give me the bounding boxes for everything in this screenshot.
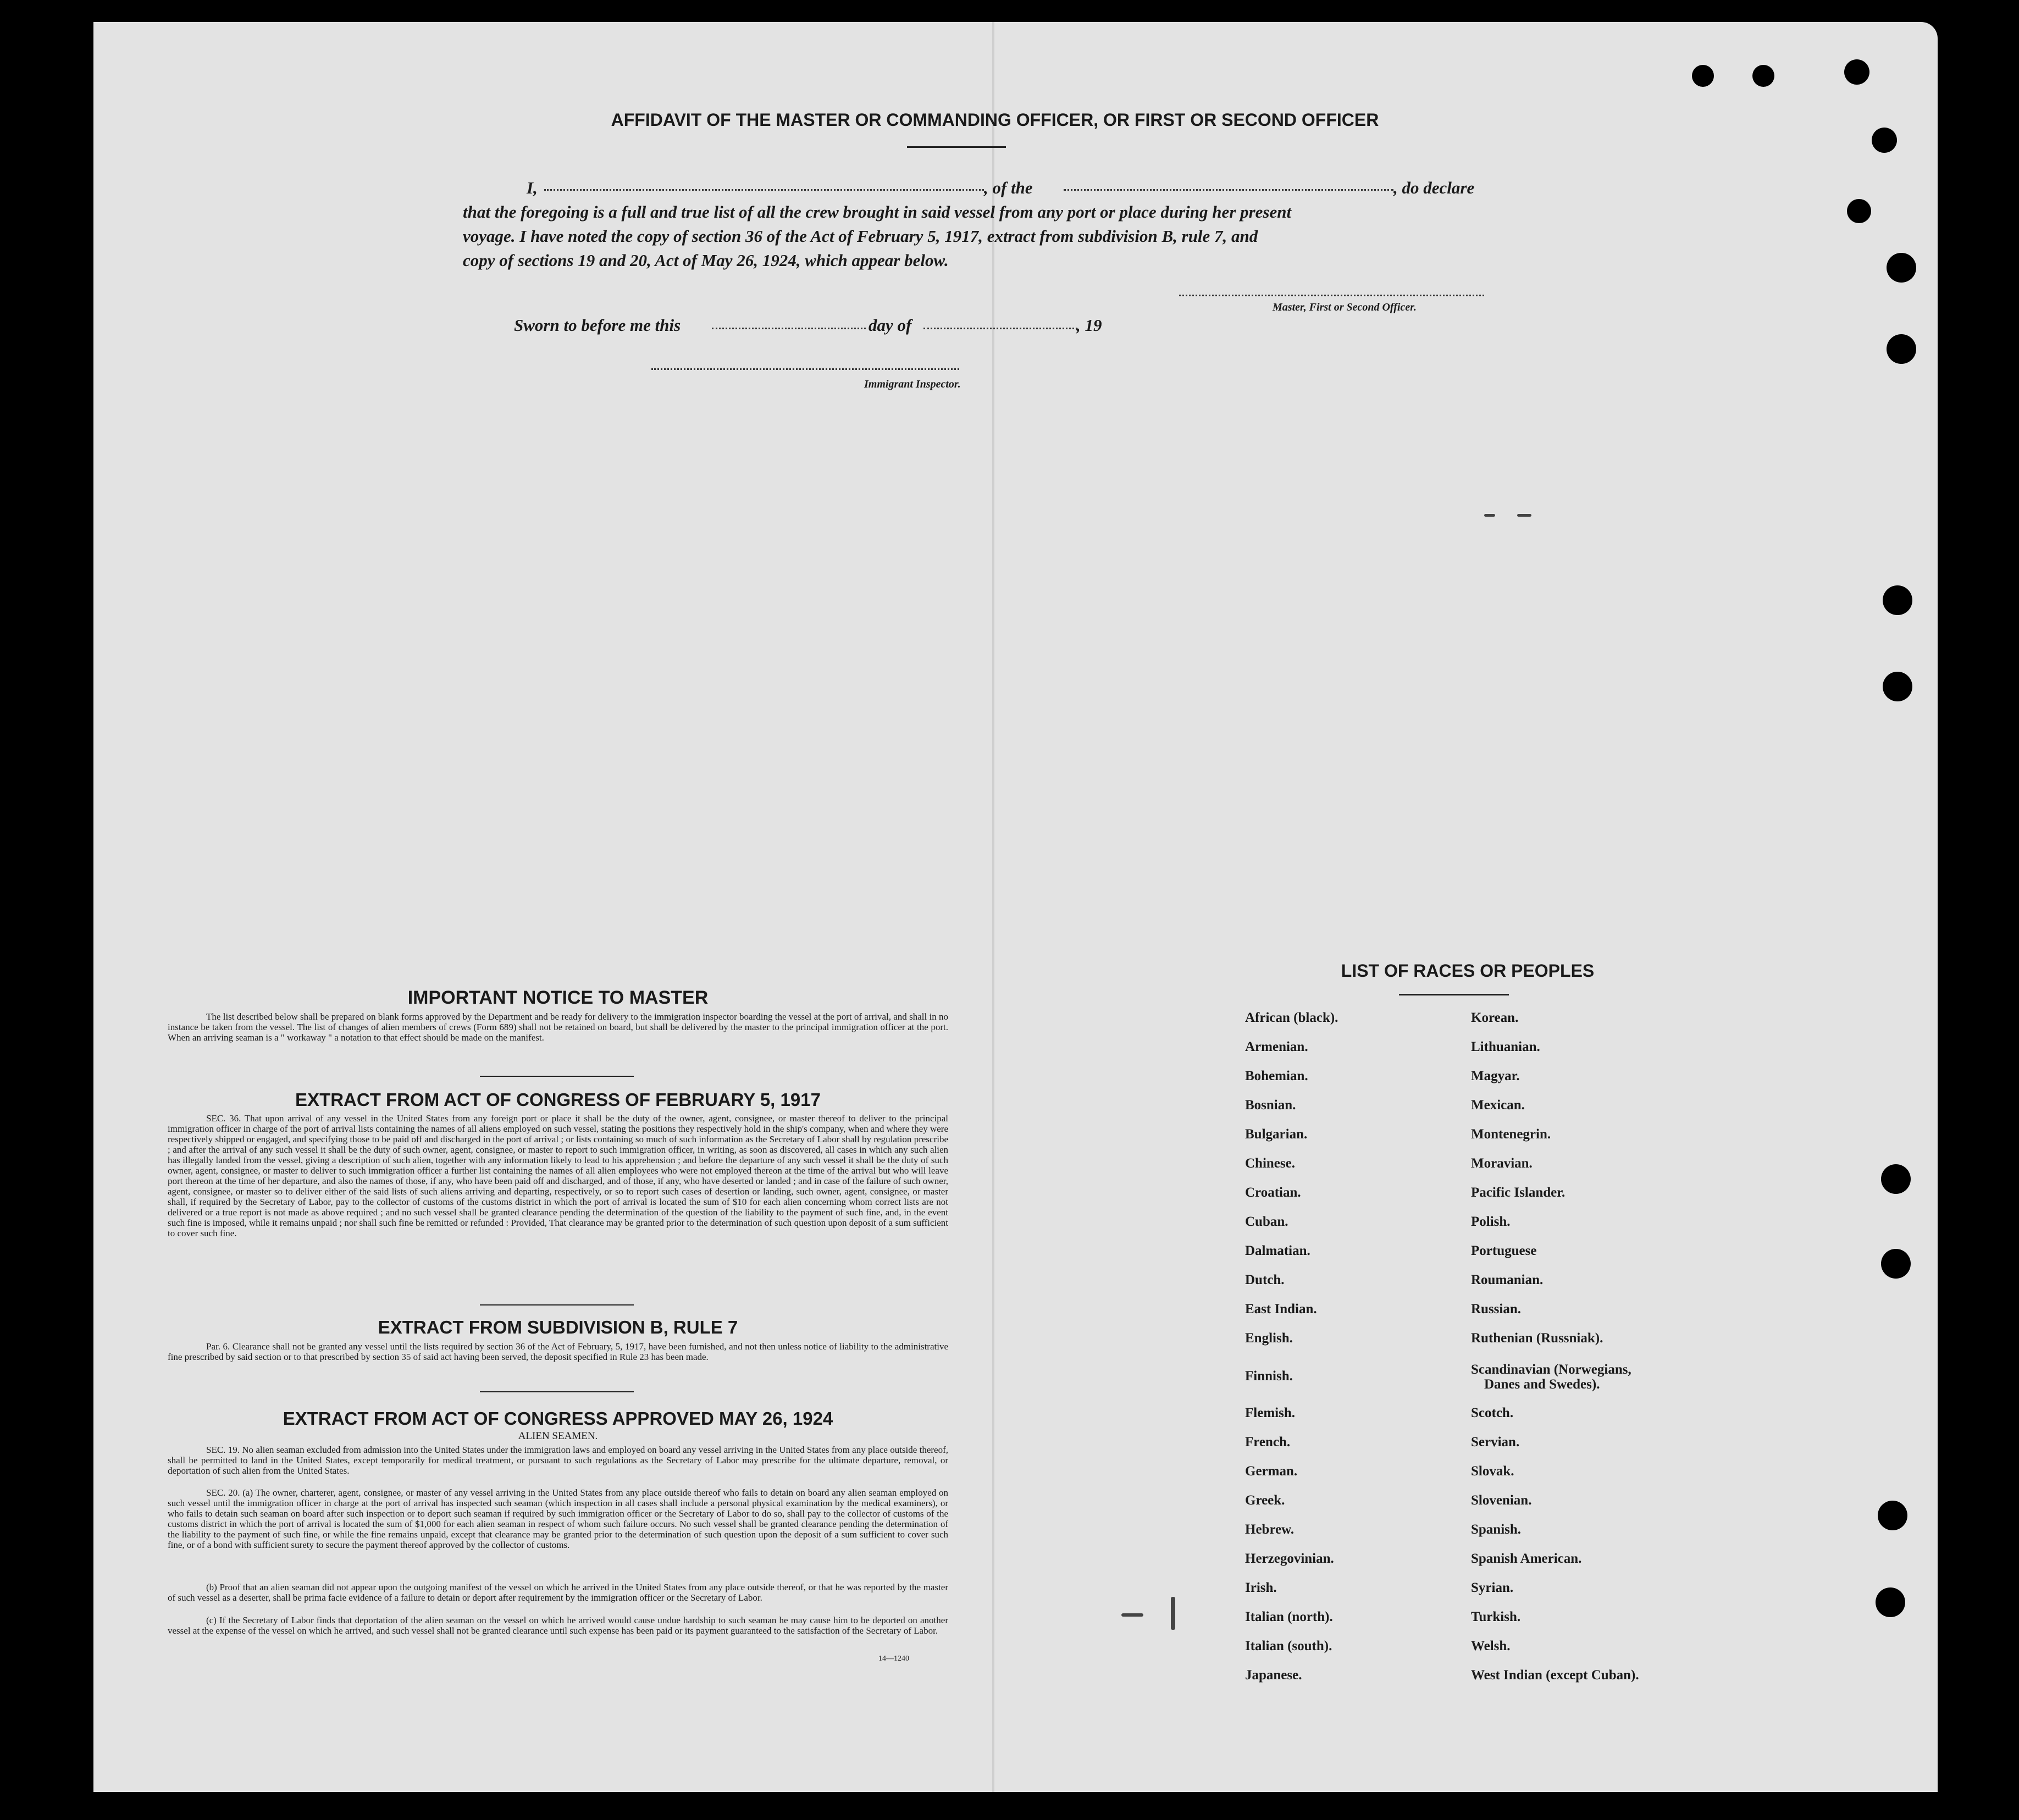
punch-hole-icon bbox=[1847, 199, 1871, 223]
punch-hole-icon bbox=[1752, 65, 1774, 87]
ink-smudge bbox=[1121, 1613, 1143, 1617]
race-item: Russian. bbox=[1471, 1302, 1522, 1316]
race-item: Japanese. bbox=[1245, 1668, 1302, 1683]
extract-1924-sec19: SEC. 19. No alien seaman excluded from admission into the United States under the immigration laws and employed on board any vessel arriving in the United States from any place outside thereof, shall be permitted to land in the United States, except temporarily for medical treatment, or pursuant to such regulations as the Secretary of Labor may prescribe for the ultimate departure, removal, or deportation of such alien from the United States. bbox=[168, 1445, 948, 1476]
punch-hole-icon bbox=[1883, 585, 1912, 615]
race-item: West Indian (except Cuban). bbox=[1471, 1668, 1639, 1683]
race-item: Lithuanian. bbox=[1471, 1039, 1540, 1054]
race-item: Armenian. bbox=[1245, 1039, 1308, 1054]
race-item: Bohemian. bbox=[1245, 1069, 1308, 1083]
race-item: African (black). bbox=[1245, 1010, 1338, 1025]
notice-title: IMPORTANT NOTICE TO MASTER bbox=[407, 987, 709, 1008]
race-item: Scandinavian (Norwegians, bbox=[1471, 1362, 1631, 1377]
race-item: Korean. bbox=[1471, 1010, 1519, 1025]
affidavit-of-the-label: , of the bbox=[984, 178, 1033, 197]
race-item: Flemish. bbox=[1245, 1406, 1295, 1420]
race-item: Slovenian. bbox=[1471, 1493, 1532, 1508]
punch-hole-icon bbox=[1872, 128, 1897, 153]
punch-hole-icon bbox=[1876, 1587, 1905, 1617]
race-item: Portuguese bbox=[1471, 1243, 1537, 1258]
ink-smudge bbox=[1171, 1597, 1175, 1630]
race-item: Montenegrin. bbox=[1471, 1127, 1551, 1142]
punch-hole-icon bbox=[1844, 59, 1869, 85]
race-item: Polish. bbox=[1471, 1214, 1511, 1229]
race-item: Danes and Swedes). bbox=[1484, 1377, 1600, 1392]
extract-1924-sec20b: (b) Proof that an alien seaman did not appear upon the outgoing manifest of the vessel on which he arrived in the United States from any place outside thereof, or that he was reported by the master of such vessel as a deserter, shall be prima facie evidence of a failure to detain or deport after requirement by the immigration officer or the Secretary of Labor. bbox=[168, 1582, 948, 1603]
inspector-caption: Immigrant Inspector. bbox=[864, 378, 961, 390]
notice-body: The list described below shall be prepared on blank forms approved by the Department and be ready for delivery to the immigration inspector boarding the vessel at the port of arrival, and shall in no instance be taken from the vessel. The list of changes of alien members of crews (Form 689) shall not be retained on board, but shall be delivered by the master to the principal immigration officer at the port. When an arriving seaman is a " workaway " a notation to that effect should be made on the manifest. bbox=[168, 1011, 948, 1043]
affidavit-declare-label: , do declare bbox=[1393, 178, 1475, 197]
extract-1924-sec20c: (c) If the Secretary of Labor finds that deportation of the alien seaman on the vessel on which he arrived would cause undue hardship to such seaman he may cause him to be deported on another vessel at the expense of the vessel on which he arrived, and such vessel shall not be granted clearance until such expense has been paid or its payment guaranteed to the satisfaction of the Secretary of Labor. bbox=[168, 1615, 948, 1636]
inspector-signature-field[interactable] bbox=[651, 368, 959, 370]
section-divider bbox=[480, 1304, 634, 1305]
affidavit-i-label: I, bbox=[527, 178, 538, 197]
race-item: Dutch. bbox=[1245, 1273, 1285, 1287]
sworn-day-field[interactable] bbox=[712, 328, 866, 329]
section-divider bbox=[480, 1076, 634, 1077]
section-divider bbox=[480, 1391, 634, 1392]
race-item: Roumanian. bbox=[1471, 1273, 1544, 1287]
extract-1917-title: EXTRACT FROM ACT OF CONGRESS OF FEBRUARY 5, 1917 bbox=[295, 1089, 821, 1110]
race-item: French. bbox=[1245, 1435, 1291, 1450]
race-item: Pacific Islander. bbox=[1471, 1185, 1566, 1200]
race-item: Croatian. bbox=[1245, 1185, 1301, 1200]
race-item: Bulgarian. bbox=[1245, 1127, 1308, 1142]
race-item: Moravian. bbox=[1471, 1156, 1533, 1171]
year-label: , 19 bbox=[1076, 316, 1102, 335]
race-item: Welsh. bbox=[1471, 1639, 1511, 1653]
race-item: Chinese. bbox=[1245, 1156, 1295, 1171]
race-item: Herzegovinian. bbox=[1245, 1551, 1334, 1566]
center-fold bbox=[992, 22, 994, 1792]
race-item: Servian. bbox=[1471, 1435, 1520, 1450]
extract-1924-subtitle: ALIEN SEAMEN. bbox=[518, 1430, 598, 1442]
race-item: Spanish American. bbox=[1471, 1551, 1582, 1566]
sworn-month-field[interactable] bbox=[923, 328, 1077, 329]
races-title-rule bbox=[1399, 994, 1509, 995]
master-caption: Master, First or Second Officer. bbox=[1273, 301, 1417, 313]
master-signature-field[interactable] bbox=[1179, 295, 1484, 296]
extract-rule7-title: EXTRACT FROM SUBDIVISION B, RULE 7 bbox=[378, 1317, 738, 1337]
affidavit-line-4: copy of sections 19 and 20, Act of May 26, 1924, which appear below. bbox=[463, 251, 949, 270]
race-item: Turkish. bbox=[1471, 1609, 1521, 1624]
race-item: German. bbox=[1245, 1464, 1298, 1479]
extract-1924-title: EXTRACT FROM ACT OF CONGRESS APPROVED MAY 26, 1924 bbox=[283, 1408, 833, 1429]
punch-hole-icon bbox=[1881, 1164, 1911, 1194]
ink-smudge bbox=[1484, 514, 1495, 517]
day-of-label: day of bbox=[869, 316, 912, 335]
race-item: Syrian. bbox=[1471, 1580, 1514, 1595]
affidavit-title: AFFIDAVIT OF THE MASTER OR COMMANDING OFFICER, OR FIRST OR SECOND OFFICER bbox=[611, 110, 1379, 130]
race-item: Irish. bbox=[1245, 1580, 1277, 1595]
affidavit-line-3: voyage. I have noted the copy of section 36 of the Act of February 5, 1917, extract from subdivision B, rule 7, and bbox=[463, 226, 1258, 246]
name-field[interactable] bbox=[544, 189, 984, 191]
punch-hole-icon bbox=[1887, 334, 1916, 364]
race-item: Hebrew. bbox=[1245, 1522, 1295, 1537]
punch-hole-icon bbox=[1692, 65, 1714, 87]
race-item: Bosnian. bbox=[1245, 1098, 1296, 1113]
sworn-label: Sworn to before me this bbox=[514, 316, 681, 335]
punch-hole-icon bbox=[1878, 1501, 1907, 1530]
race-item: Magyar. bbox=[1471, 1069, 1520, 1083]
race-item: Scotch. bbox=[1471, 1406, 1514, 1420]
race-item: Greek. bbox=[1245, 1493, 1285, 1508]
punch-hole-icon bbox=[1883, 672, 1912, 701]
race-item: Mexican. bbox=[1471, 1098, 1525, 1113]
vessel-field[interactable] bbox=[1064, 189, 1393, 191]
affidavit-line-2: that the foregoing is a full and true list of all the crew brought in said vessel from any port or place during her present bbox=[463, 202, 1292, 222]
ink-smudge bbox=[1517, 514, 1531, 517]
race-item: East Indian. bbox=[1245, 1302, 1317, 1316]
form-number: 14—1240 bbox=[878, 1655, 909, 1663]
race-item: Italian (south). bbox=[1245, 1639, 1332, 1653]
race-item: Dalmatian. bbox=[1245, 1243, 1310, 1258]
race-item: English. bbox=[1245, 1331, 1293, 1346]
race-item: Cuban. bbox=[1245, 1214, 1288, 1229]
races-title: LIST OF RACES OR PEOPLES bbox=[1341, 961, 1595, 981]
race-item: Slovak. bbox=[1471, 1464, 1514, 1479]
extract-rule7-body: Par. 6. Clearance shall not be granted any vessel until the lists required by section 36 of the Act of February, 5, 1917, have been furnished, and not then unless notice of liability to the administrative fine prescribed by said section or to that prescribed by section 35 of said act having been served, the deposit specified in Rule 23 has been made. bbox=[168, 1341, 948, 1362]
punch-hole-icon bbox=[1887, 253, 1916, 283]
race-item: Italian (north). bbox=[1245, 1609, 1333, 1624]
race-item: Ruthenian (Russniak). bbox=[1471, 1331, 1603, 1346]
extract-1924-sec20a: SEC. 20. (a) The owner, charterer, agent, consignee, or master of any vessel arriving in the United States from any place outside thereof who fails to detain on board any alien seaman employed on such vessel until the immigration officer in charge at the port of arrival has inspected such seaman (which inspection in all cases shall include a personal physical examination by the medical examiners), or who fails to detain such seaman on board after such inspection or to deport such seaman if required by such immigration officer or the Secretary of Labor to do so, shall pay to the collector of customs of the customs district in which the port of arrival is located the sum of $1,000 for each alien seaman in respect of whom such failure occurs. No such vessel shall be granted clearance pending the determination of the liability to the payment of such fine, or while the fine remains unpaid, except that clearance may be granted prior to the determination of such question upon the deposit of a sum sufficient to cover such fine, or of a bond with sufficient surety to secure the payment thereof approved by the collector of customs. bbox=[168, 1487, 948, 1550]
extract-1917-body: SEC. 36. That upon arrival of any vessel in the United States from any foreign port or place it shall be the duty of the owner, agent, consignee, or master thereof to deliver to the principal immigration officer in charge of the port of arrival lists containing the names of all aliens employed on such vessel, stating the positions they respectively hold in the ship's company, when and where they were respectively shipped or engaged, and specifying those to be paid off and discharged in the port of arrival ; or lists containing so much of such information as the Secretary of Labor shall by regulation prescribe ; and after the arrival of any such vessel it shall be the duty of such owner, agent, consignee, or master to report to such immigration officer, in writing, as soon as discovered, all cases in which any such alien has illegally landed from the vessel, giving a description of such alien, together with any information likely to lead to his apprehension ; and before the departure of any such vessel it shall be the duty of such owner, agent, consignee, or master to deliver to such immigration officer a further list containing the names of all alien employees who were not employed thereon at the time of the arrival but who will leave port thereon at the time of her departure, and also the names of those, if any, who have been paid off and discharged, and of those, if any, who have deserted or landed ; and in case of the failure of such owner, agent, consignee, or master so to deliver either of the said lists of such aliens arriving and departing, respectively, or so to report such cases of desertion or landing, such owner, agent, consignee, or master shall, if required by the Secretary of Labor, pay to the collector of customs of the customs district in which the port of arrival is located the sum of $10 for each alien concerning whom correct lists are not delivered or a true report is not made as above required ; and no such vessel shall be granted clearance pending the determination of the question of the liability to the payment of such fine, and, in the event such fine is imposed, while it remains unpaid ; nor shall such fine be remitted or refunded : Provided, That clearance may be granted prior to the determination of such question upon deposit of a sum sufficient to cover such fine. bbox=[168, 1113, 948, 1238]
race-item: Spanish. bbox=[1471, 1522, 1522, 1537]
affidavit-title-rule bbox=[907, 146, 1006, 148]
race-item: Finnish. bbox=[1245, 1369, 1293, 1384]
punch-hole-icon bbox=[1881, 1249, 1911, 1279]
